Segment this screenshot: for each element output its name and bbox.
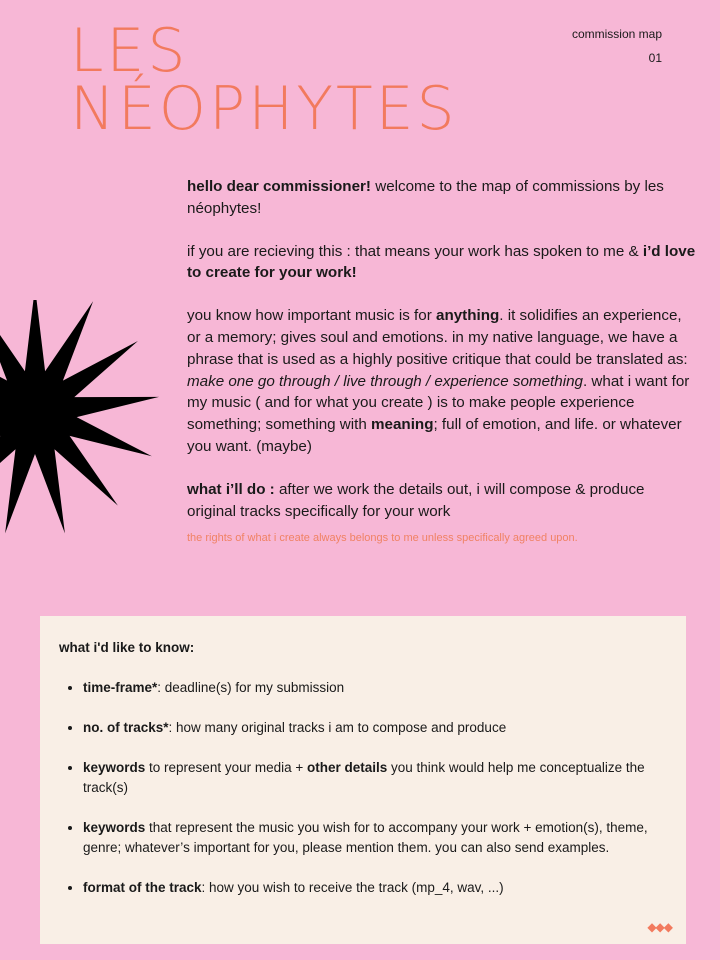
page-title: [70, 16, 458, 144]
list-item: [83, 718, 673, 738]
document-label: commission map: [571, 27, 662, 41]
item-text-2: you think would help me conceptualize the track(s): [83, 760, 645, 795]
starburst-icon: [0, 300, 165, 540]
item-text: : deadline(s) for my submission: [157, 680, 345, 695]
deliverable-text: after we work the details out, i will compose & produce original tracks specifically for your work: [187, 480, 645, 520]
requirements-list: [63, 678, 673, 918]
list-item: [83, 678, 673, 698]
philosophy-text-c: . what i want for my music ( and for what you create ) is to make people experience something; something with: [187, 372, 690, 434]
philosophy-italic: make one go through / live through / experience something: [187, 372, 583, 390]
intro-text: [187, 176, 697, 550]
item-text: : how many original tracks i am to compose and produce: [168, 720, 507, 735]
item-text: : how you wish to receive the track (mp_4, wav, ...): [201, 880, 504, 895]
page-number: 01: [648, 51, 662, 65]
philosophy-bold-meaning: meaning: [371, 416, 434, 434]
item-text: to represent your media +: [145, 760, 307, 775]
document-meta: [572, 27, 662, 65]
panel-heading: what i'd like to know:: [59, 640, 195, 655]
greeting-paragraph: [187, 176, 697, 220]
reason-bold: i’d love to create for your work!: [187, 242, 696, 282]
philosophy-bold-anything: anything: [436, 307, 500, 325]
item-text: that represent the music you wish for to accompany your work + emotion(s), theme, genre; whatever’s important for you, please mention them. you can also send examples.: [83, 820, 648, 855]
diamonds-icon: ◆◆◆: [647, 920, 672, 934]
item-bold: keywords: [83, 760, 146, 775]
list-item: [83, 818, 673, 858]
philosophy-paragraph: [187, 305, 697, 458]
title-line-2: NÉOPHYTES: [70, 74, 458, 144]
item-bold: no. of tracks*: [83, 720, 169, 735]
philosophy-text-b: . it solidifies an experience, or a memory; gives soul and emotions. in my native language, we have a phrase that is used as a highly positive critique that could be translated as:: [187, 307, 688, 368]
item-bold: format of the track: [83, 880, 202, 895]
greeting-text: welcome to the map of commissions by les néophytes!: [187, 178, 664, 217]
item-bold-2: other details: [307, 760, 388, 775]
deliverable-paragraph: [187, 479, 697, 523]
greeting-bold: hello dear commissioner!: [187, 178, 371, 195]
philosophy-text-d: ; full of emotion, and life. or whatever you want. (maybe): [187, 416, 682, 455]
rights-notice: the rights of what i create always belongs to me unless specifically agreed upon.: [187, 532, 578, 545]
list-item: [83, 878, 673, 898]
list-item: [83, 758, 673, 798]
item-bold: time-frame*: [83, 680, 158, 695]
item-bold: keywords: [83, 820, 146, 835]
philosophy-text-a: you know how important music is for: [187, 307, 436, 325]
title-line-1: LES: [70, 16, 189, 86]
reason-paragraph: [187, 241, 697, 285]
requirements-panel: [40, 616, 686, 944]
reason-text: if you are recieving this : that means your work has spoken to me &: [187, 242, 643, 260]
deliverable-bold: what i’ll do :: [187, 480, 275, 498]
